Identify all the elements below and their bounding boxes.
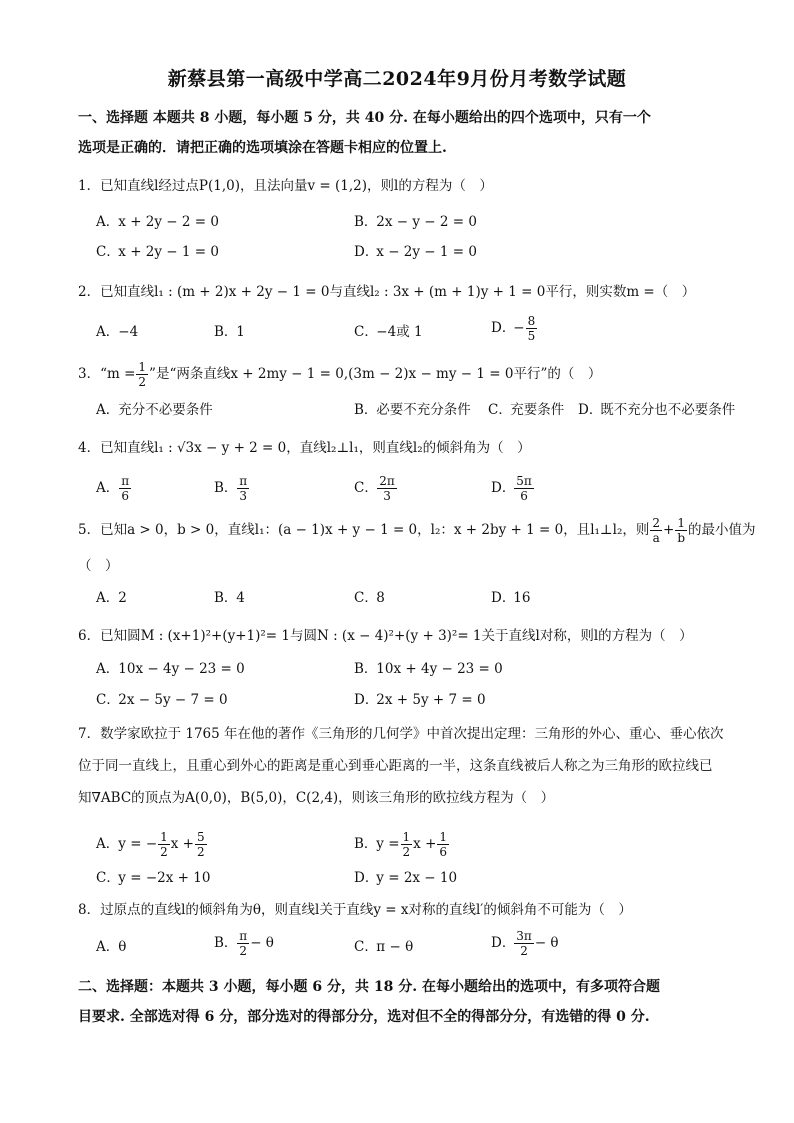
- question-3-option-a: [96, 398, 213, 422]
- option-text: 2x − 5y − 7 = 0: [118, 692, 228, 708]
- question-5-option-a: [96, 586, 127, 610]
- question-7-option-a: [96, 830, 208, 859]
- question-7-option-b: [354, 830, 450, 859]
- option-label: B．: [354, 214, 378, 230]
- question-7-line-1: 7．数学家欧拉于 1765 年在他的著作《三角形的几何学》中首次提出定理：三角形的外心、重心、垂心依次: [78, 726, 724, 742]
- question-8-option-d: [491, 929, 559, 958]
- option-text: θ: [118, 939, 127, 955]
- option-text: x +: [413, 836, 437, 852]
- option-label: D．: [354, 870, 379, 886]
- denominator: 3: [383, 489, 391, 503]
- denominator: 2: [239, 944, 248, 958]
- option-label: D．: [491, 320, 516, 336]
- fraction: [650, 516, 662, 545]
- denominator: 2: [138, 375, 147, 389]
- question-6-option-b: [354, 657, 503, 681]
- option-label: A．: [96, 836, 120, 852]
- fraction: [377, 474, 397, 503]
- option-text: π − θ: [376, 939, 414, 955]
- numerator: 8: [527, 314, 536, 328]
- numerator: 2: [652, 516, 660, 530]
- option-label: D．: [491, 480, 516, 496]
- option-label: D．: [491, 935, 516, 951]
- question-8-stem: 8．过原点的直线l的倾斜角为θ，则直线l关于直线y = x对称的直线l′的倾斜角不可能为（ ）: [78, 902, 632, 918]
- question-2-option-d: [491, 314, 538, 343]
- numerator: 1: [402, 830, 411, 844]
- denominator: 5: [527, 329, 536, 343]
- option-label: C．: [96, 870, 120, 886]
- option-sign: −: [513, 320, 525, 336]
- question-7-line-2: 位于同一直线上，且重心到外心的距离是重心到垂心距离的一半，这条直线被后人称之为三角形的欧拉线已: [78, 758, 713, 774]
- question-3-option-c: [488, 398, 564, 422]
- option-label: C．: [354, 324, 378, 340]
- question-6-option-c: [96, 688, 228, 712]
- option-label: C．: [354, 590, 378, 606]
- fraction: [158, 830, 170, 859]
- fraction: [195, 830, 207, 859]
- question-3-option-b: [354, 398, 471, 422]
- question-6-option-a: [96, 657, 245, 681]
- question-5-option-c: [354, 586, 385, 610]
- question-7-option-d: [354, 866, 457, 890]
- option-text: −4: [118, 324, 139, 340]
- option-text: 2: [118, 590, 127, 606]
- option-label: D．: [578, 402, 603, 418]
- question-2-option-a: [96, 320, 138, 344]
- question-2-option-c: [354, 320, 423, 344]
- option-label: C．: [96, 244, 120, 260]
- page-title: 新蔡县第一高级中学高二2024年9月份月考数学试题: [167, 68, 627, 90]
- question-4-option-a: [96, 474, 132, 503]
- option-text: 2x + 5y + 7 = 0: [376, 692, 486, 708]
- stem-pre: 3．“m =: [78, 366, 136, 382]
- option-text: − θ: [534, 935, 559, 951]
- stem-pre: 5．已知a > 0，b > 0，直线l₁：(a − 1)x + y − 1 = 0，l₂：x + 2by + 1 = 0，且l₁⊥l₂，则: [78, 522, 650, 538]
- numerator: π: [121, 474, 130, 488]
- question-4-option-b: [214, 474, 250, 503]
- option-label: B．: [354, 661, 378, 677]
- numerator: 1: [675, 516, 687, 531]
- denominator: 6: [520, 489, 528, 503]
- option-label: D．: [354, 692, 379, 708]
- question-1-option-b: [354, 210, 477, 234]
- section-1-header: [78, 103, 738, 163]
- option-text: y =: [376, 836, 400, 852]
- denominator: 6: [439, 845, 448, 859]
- option-text: 2x − y − 2 = 0: [376, 214, 477, 230]
- option-text: x +: [170, 836, 194, 852]
- option-text: 1: [236, 324, 245, 340]
- numerator: π: [239, 474, 248, 488]
- section-2-header: [78, 972, 738, 1032]
- option-label: C．: [354, 939, 378, 955]
- numerator: 1: [439, 830, 448, 844]
- section-2-line-1: 二、选择题：本题共 3 小题，每小题 6 分，共 18 分. 在每小题给出的选项中，有多项符合题: [78, 979, 660, 995]
- question-3-option-d: [578, 398, 735, 422]
- section-1-line-2: 选项是正确的．请把正确的选项填涂在答题卡相应的位置上.: [78, 140, 447, 156]
- numerator: π: [239, 929, 248, 943]
- numerator: 1: [138, 360, 147, 374]
- option-text: y = −2x + 10: [118, 870, 211, 886]
- option-label: C．: [354, 480, 378, 496]
- option-label: A．: [96, 939, 120, 955]
- option-text: −4或 1: [376, 324, 423, 340]
- option-label: B．: [214, 324, 238, 340]
- question-2-option-b: [214, 320, 245, 344]
- numerator: 5π: [516, 474, 532, 488]
- option-label: D．: [491, 590, 516, 606]
- question-8-option-b: [214, 929, 274, 958]
- section-1-line-1: 一、选择题 本题共 8 小题，每小题 5 分，共 40 分. 在每小题给出的四个选项中，只有一个: [78, 110, 651, 126]
- option-text: 必要不充分条件: [376, 402, 471, 418]
- fraction: [437, 830, 449, 859]
- fraction: [514, 929, 534, 958]
- option-label: A．: [96, 214, 120, 230]
- fraction: [237, 929, 249, 958]
- option-label: D．: [354, 244, 379, 260]
- question-1-stem: 1．已知直线l经过点P(1,0)，且法向量v = (1,2)，则l的方程为（ ）: [78, 178, 493, 194]
- denominator: 6: [121, 489, 130, 503]
- fraction: [526, 314, 538, 343]
- denominator: 2: [197, 845, 205, 859]
- option-text: 4: [236, 590, 245, 606]
- denominator: 2: [402, 845, 411, 859]
- option-text: 10x + 4y − 23 = 0: [376, 661, 503, 677]
- question-7-line-3: 知∇ABC的顶点为A(0,0)，B(5,0)，C(2,4)，则该三角形的欧拉线方程为（ ）: [78, 790, 555, 806]
- question-4-option-c: [354, 474, 398, 503]
- fraction: [119, 474, 131, 503]
- option-label: C．: [488, 402, 512, 418]
- option-text: 8: [376, 590, 385, 606]
- question-8-option-a: [96, 935, 126, 959]
- option-text: x + 2y − 1 = 0: [118, 244, 219, 260]
- numerator: 2π: [379, 474, 395, 488]
- numerator: 1: [160, 830, 168, 844]
- question-5-option-d: [491, 586, 530, 610]
- question-5-stem-line-2: （ ）: [78, 558, 119, 574]
- question-7-option-c: [96, 866, 210, 890]
- option-text: 16: [513, 590, 531, 606]
- question-6-stem: 6．已知圆M : (x+1)²+(y+1)²= 1与圆N : (x − 4)²+(y + 3)²= 1关于直线l对称，则l的方程为（ ）: [78, 628, 693, 644]
- question-1-option-d: [354, 240, 477, 264]
- question-1-option-c: [96, 240, 219, 264]
- option-label: B．: [214, 590, 238, 606]
- question-6-option-d: [354, 688, 486, 712]
- option-text: 既不充分也不必要条件: [600, 402, 736, 418]
- option-label: A．: [96, 661, 120, 677]
- option-text: 10x − 4y − 23 = 0: [118, 661, 245, 677]
- option-text: 充要条件: [510, 402, 565, 418]
- option-label: C．: [96, 692, 120, 708]
- option-label: B．: [354, 836, 378, 852]
- fraction: [675, 516, 687, 545]
- question-3-stem: [78, 360, 750, 389]
- fraction: [401, 830, 413, 859]
- stem-post: ”是“两条直线x + 2my − 1 = 0,(3m − 2)x − my − 1 = 0平行”的（ ）: [149, 366, 602, 382]
- question-4-option-d: [491, 474, 535, 503]
- option-text: − θ: [250, 935, 274, 951]
- option-label: B．: [354, 402, 378, 418]
- question-2-stem: 2．已知直线l₁ : (m + 2)x + 2y − 1 = 0与直线l₂ : 3x + (m + 1)y + 1 = 0平行，则实数m =（ ）: [78, 284, 696, 300]
- option-text: y = −: [118, 836, 158, 852]
- question-8-option-c: [354, 935, 413, 959]
- question-5-option-b: [214, 586, 245, 610]
- denominator: 3: [239, 489, 248, 503]
- option-text: 充分不必要条件: [118, 402, 213, 418]
- denominator: 2: [160, 845, 168, 859]
- option-label: B．: [214, 935, 238, 951]
- question-4-stem: 4．已知直线l₁ : √3x − y + 2 = 0，直线l₂⊥l₁，则直线l₂的倾斜角为（ ）: [78, 440, 531, 456]
- option-label: A．: [96, 480, 120, 496]
- option-text: y = 2x − 10: [376, 870, 458, 886]
- denominator: a: [652, 531, 660, 545]
- fraction: [136, 360, 148, 389]
- option-text: x + 2y − 2 = 0: [118, 214, 219, 230]
- denominator: 2: [520, 944, 528, 958]
- option-label: A．: [96, 590, 120, 606]
- plus-sign: +: [663, 522, 675, 538]
- denominator: b: [677, 531, 685, 545]
- numerator: 3π: [516, 929, 532, 943]
- option-label: B．: [214, 480, 238, 496]
- option-label: A．: [96, 324, 120, 340]
- option-label: A．: [96, 402, 120, 418]
- numerator: 5: [197, 830, 205, 844]
- fraction: [237, 474, 249, 503]
- option-text: x − 2y − 1 = 0: [376, 244, 477, 260]
- stem-post: 的最小值为: [688, 522, 756, 538]
- question-1-option-a: [96, 210, 219, 234]
- question-5-stem: [78, 516, 756, 545]
- section-2-line-2: 目要求. 全部选对得 6 分，部分选对的得部分分，选对但不全的得部分分，有选错的得 0 分.: [78, 1009, 650, 1025]
- fraction: [514, 474, 534, 503]
